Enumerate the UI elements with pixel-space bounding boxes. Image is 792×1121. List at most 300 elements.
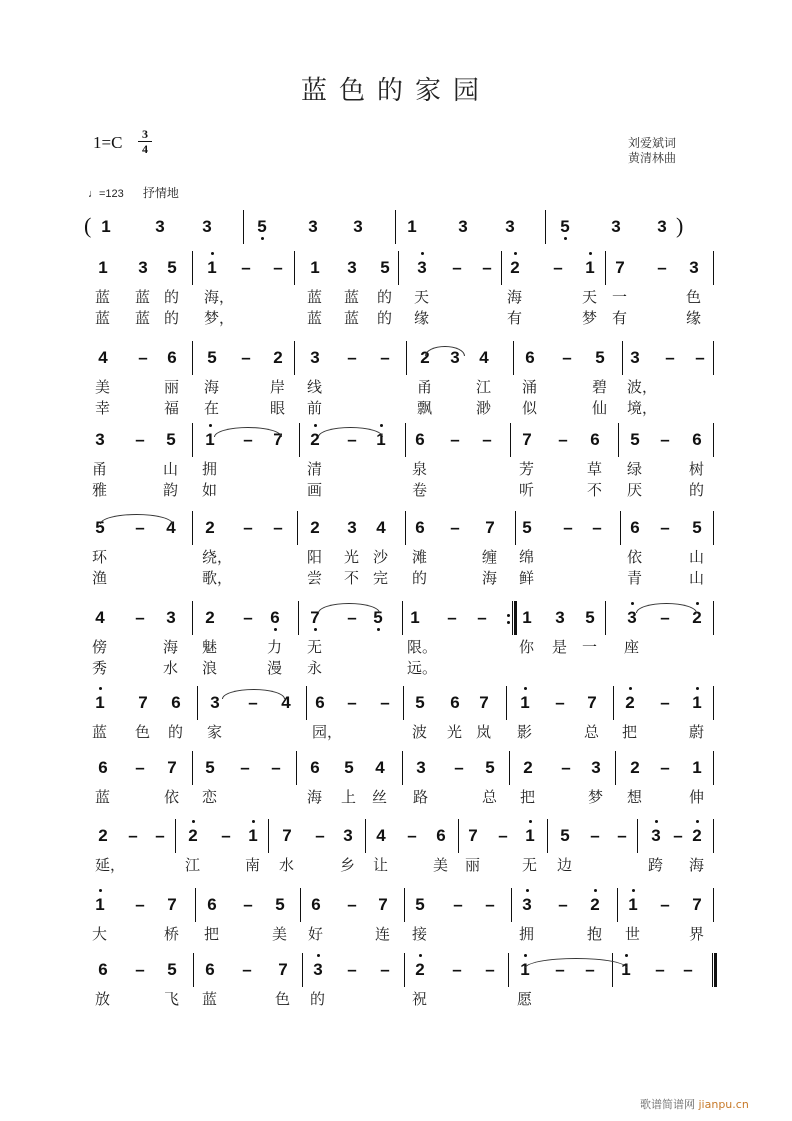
bar-line — [713, 251, 714, 285]
lyric-syllable: 秀 — [92, 659, 108, 677]
note: 1 — [625, 895, 641, 915]
octave-dot-high-icon — [419, 954, 422, 957]
lyric-syllable: 座 — [624, 638, 640, 656]
lyric-syllable: 飘 — [417, 399, 433, 417]
bar-line — [404, 888, 405, 922]
note: 3 — [202, 217, 212, 236]
bar-line — [405, 423, 406, 457]
lyric-syllable: 完 — [373, 569, 389, 587]
note: 3 — [210, 693, 220, 712]
bar-line — [406, 341, 407, 375]
note: 4 — [376, 826, 386, 845]
note: – — [243, 608, 253, 627]
lyric-syllable: 恋 — [202, 788, 218, 806]
lyric-syllable: 远。 — [407, 659, 438, 677]
note: 6 — [98, 758, 108, 777]
bar-line — [620, 511, 621, 545]
note: – — [453, 895, 463, 914]
lyric-syllable: 总 — [482, 788, 498, 806]
octave-dot-high-icon — [629, 687, 632, 690]
note: 5 — [485, 758, 495, 777]
bar-line — [192, 751, 193, 785]
lyric-syllable: 一 — [612, 288, 628, 306]
note: 2 — [412, 960, 428, 980]
note: 3 — [505, 217, 515, 236]
note: 6 — [205, 960, 215, 979]
lyric-syllable: 边 — [557, 856, 573, 874]
lyric-syllable: 把 — [520, 788, 536, 806]
note: – — [347, 960, 357, 979]
lyric-syllable: 上 — [341, 788, 357, 806]
note: – — [347, 430, 357, 449]
lyric-syllable: 碧 — [592, 378, 608, 396]
lyric-syllable: 的 — [377, 309, 393, 327]
note: – — [482, 258, 492, 277]
note: – — [660, 430, 670, 449]
lyric-syllable: 韵 — [163, 481, 179, 499]
lyric-syllable: 蓝 — [202, 990, 218, 1008]
note: 2 — [507, 258, 523, 278]
note: 1 — [692, 758, 702, 777]
note: 3 — [353, 217, 363, 236]
lyric-syllable: 愿 — [517, 990, 533, 1008]
lyric-syllable: 丽 — [164, 378, 180, 396]
lyric-syllable: 岚 — [476, 723, 492, 741]
note: 1 — [245, 826, 261, 846]
lyric-syllable: 乡 — [340, 856, 356, 874]
lyric-syllable: 江 — [476, 378, 492, 396]
note: 3 — [519, 895, 535, 915]
lyric-syllable: 力 — [267, 638, 283, 656]
note: 2 — [523, 758, 533, 777]
note: 7 — [479, 693, 489, 712]
bar-line — [398, 251, 399, 285]
time-signature-bottom: 4 — [142, 142, 148, 156]
note: – — [138, 348, 148, 367]
lyric-syllable: 界 — [689, 925, 705, 943]
intro-paren-open: ( — [84, 213, 92, 238]
lyric-syllable: 想 — [627, 788, 643, 806]
lyric-syllable: 美 — [433, 856, 449, 874]
note: 3 — [591, 758, 601, 777]
lyric-syllable: 福 — [164, 399, 180, 417]
note: – — [241, 258, 251, 277]
note: 5 — [692, 518, 702, 537]
bar-line — [300, 888, 301, 922]
note: – — [450, 518, 460, 537]
lyric-syllable: 让 — [373, 856, 389, 874]
lyric-syllable: 渺 — [476, 399, 492, 417]
lyric-syllable: 雅 — [92, 481, 108, 499]
note: 7 — [468, 826, 478, 845]
lyric-syllable: 美 — [95, 378, 111, 396]
octave-dot-high-icon — [317, 954, 320, 957]
octave-dot-high-icon — [524, 954, 527, 957]
bar-line — [605, 601, 606, 635]
lyric-syllable: 蓝 — [307, 309, 323, 327]
octave-dot-high-icon — [594, 889, 597, 892]
lyric-syllable: 拥 — [202, 460, 218, 478]
bar-line — [175, 819, 176, 853]
lyric-syllable: 色 — [135, 723, 151, 741]
lyric-syllable: 蔚 — [689, 723, 705, 741]
bar-line — [615, 751, 616, 785]
lyric-syllable: 依 — [164, 788, 180, 806]
note: 3 — [416, 758, 426, 777]
note: – — [241, 348, 251, 367]
note: 7 — [167, 895, 177, 914]
bar-line — [617, 888, 618, 922]
lyric-syllable: 缘 — [686, 309, 702, 327]
note: 1 — [407, 217, 417, 236]
lyric-syllable: 梦， — [204, 309, 235, 327]
note: – — [380, 960, 390, 979]
note: – — [555, 960, 565, 979]
lyric-syllable: 有 — [507, 309, 523, 327]
lyric-syllable: 环 — [92, 548, 108, 566]
lyric-syllable: 沙 — [373, 548, 389, 566]
note: – — [347, 895, 357, 914]
lyric-syllable: 傍 — [92, 638, 108, 656]
lyric-syllable: 拥 — [519, 925, 535, 943]
note: 3 — [308, 217, 318, 236]
note: 6 — [98, 960, 108, 979]
note: – — [657, 258, 667, 277]
lyric-syllable: 桥 — [164, 925, 180, 943]
octave-dot-low-icon — [564, 237, 567, 240]
lyric-syllable: 山 — [163, 460, 179, 478]
note: – — [477, 608, 487, 627]
lyric-syllable: 的 — [164, 309, 180, 327]
lyric-syllable: 蓝 — [307, 288, 323, 306]
lyric-syllable: 的 — [377, 288, 393, 306]
lyric-syllable: 海 — [204, 378, 220, 396]
note: – — [243, 895, 253, 914]
octave-dot-low-icon — [261, 237, 264, 240]
octave-dot-high-icon — [526, 889, 529, 892]
note: – — [450, 430, 460, 449]
note: 5 — [585, 608, 595, 627]
bar-line — [403, 686, 404, 720]
lyric-syllable: 水 — [279, 856, 295, 874]
bar-line — [637, 819, 638, 853]
lyric-syllable: 天 — [414, 288, 430, 306]
lyric-syllable: 画 — [307, 481, 323, 499]
bar-line — [192, 601, 193, 635]
lyric-syllable: 前 — [307, 399, 323, 417]
note: – — [135, 608, 145, 627]
lyric-syllable: 蓝 — [92, 723, 108, 741]
lyric-syllable: 山 — [689, 569, 705, 587]
octave-dot-high-icon — [696, 820, 699, 823]
bar-line — [243, 210, 244, 244]
note: 3 — [450, 348, 460, 367]
lyric-syllable: 海， — [204, 288, 235, 306]
lyric-syllable: 海 — [307, 788, 323, 806]
lyric-syllable: 限。 — [407, 638, 438, 656]
lyric-syllable: 一 — [582, 638, 598, 656]
lyric-syllable: 你 — [519, 638, 535, 656]
bar-line — [501, 251, 502, 285]
note: 5 — [254, 217, 270, 237]
lyric-syllable: 浪 — [202, 659, 218, 677]
bar-line — [294, 251, 295, 285]
note: 1 — [310, 258, 320, 277]
note: 3 — [310, 348, 320, 367]
octave-dot-high-icon — [99, 889, 102, 892]
octave-dot-high-icon — [252, 820, 255, 823]
lyric-syllable: 影 — [517, 723, 533, 741]
note: – — [243, 518, 253, 537]
lyric-syllable: 园， — [312, 723, 343, 741]
lyric-syllable: 眼 — [270, 399, 286, 417]
note: – — [485, 960, 495, 979]
octave-dot-low-icon — [377, 628, 380, 631]
note: 6 — [171, 693, 181, 712]
slur-tie — [636, 603, 697, 613]
lyric-syllable: 光 — [344, 548, 360, 566]
lyric-syllable: 无 — [522, 856, 538, 874]
octave-dot-high-icon — [209, 424, 212, 427]
note: – — [273, 258, 283, 277]
note: – — [665, 348, 675, 367]
lyric-syllable: 延， — [95, 856, 126, 874]
note: 1 — [618, 960, 634, 980]
note: – — [452, 258, 462, 277]
bar-line — [299, 423, 300, 457]
lyric-syllable: 把 — [622, 723, 638, 741]
bar-line — [515, 511, 516, 545]
note: 3 — [95, 430, 105, 449]
note: – — [660, 518, 670, 537]
note: – — [315, 826, 325, 845]
bar-line — [508, 953, 509, 987]
octave-dot-high-icon — [632, 889, 635, 892]
note: 3 — [347, 518, 357, 537]
note: – — [555, 693, 565, 712]
note: 4 — [95, 608, 105, 627]
note: – — [592, 518, 602, 537]
note: 6 — [692, 430, 702, 449]
lyric-syllable: 的 — [310, 990, 326, 1008]
lyric-syllable: 把 — [204, 925, 220, 943]
bar-line — [192, 341, 193, 375]
final-barline — [712, 953, 717, 987]
note: 3 — [166, 608, 176, 627]
note: 5 — [167, 960, 177, 979]
note: 1 — [101, 217, 111, 236]
song-title: 蓝色的家园 — [300, 76, 491, 106]
note: – — [380, 693, 390, 712]
note: – — [617, 826, 627, 845]
note: – — [660, 895, 670, 914]
note: – — [454, 758, 464, 777]
bar-line — [511, 888, 512, 922]
note: 3 — [343, 826, 353, 845]
note: – — [155, 826, 165, 845]
note: 2 — [420, 348, 430, 367]
lyric-syllable: 幸 — [95, 399, 111, 417]
lyric-syllable: 蓝 — [95, 288, 111, 306]
lyric-syllable: 是 — [552, 638, 568, 656]
note: 6 — [315, 693, 325, 712]
bar-line — [713, 511, 714, 545]
note: 6 — [590, 430, 600, 449]
note: – — [128, 826, 138, 845]
bar-line — [713, 686, 714, 720]
bar-line — [268, 819, 269, 853]
bar-line — [192, 511, 193, 545]
note: 5 — [344, 758, 354, 777]
octave-dot-high-icon — [421, 252, 424, 255]
bar-line — [297, 511, 298, 545]
note: 7 — [615, 258, 625, 277]
lyric-syllable: 色 — [686, 288, 702, 306]
lyric-syllable: 的 — [412, 569, 428, 587]
lyric-syllable: 渔 — [92, 569, 108, 587]
octave-dot-high-icon — [380, 424, 383, 427]
bar-line — [395, 210, 396, 244]
lyric-syllable: 的 — [689, 481, 705, 499]
lyric-syllable: 海 — [482, 569, 498, 587]
note: – — [347, 608, 357, 627]
note: 1 — [92, 895, 108, 915]
note: 5 — [167, 258, 177, 277]
lyric-syllable: 如 — [202, 481, 218, 499]
note: 1 — [204, 258, 220, 278]
lyric-syllable: 蓝 — [344, 288, 360, 306]
lyric-syllable: 祝 — [412, 990, 428, 1008]
lyric-syllable: 绿 — [627, 460, 643, 478]
bar-line — [713, 423, 714, 457]
note: – — [558, 895, 568, 914]
slur-tie — [222, 689, 285, 699]
bar-line — [713, 819, 714, 853]
credits — [628, 136, 676, 166]
note: 1 — [98, 258, 108, 277]
note: 6 — [415, 430, 425, 449]
note: 2 — [689, 608, 705, 628]
octave-dot-high-icon — [192, 820, 195, 823]
bar-line — [302, 953, 303, 987]
lyric-syllable: 有 — [612, 309, 628, 327]
note: – — [407, 826, 417, 845]
lyric-syllable: 梦 — [582, 309, 598, 327]
lyric-syllable: 似 — [522, 399, 538, 417]
note: 3 — [611, 217, 621, 236]
lyric-syllable: 岸 — [270, 378, 286, 396]
note: – — [695, 348, 705, 367]
note: 5 — [415, 693, 425, 712]
note: 6 — [310, 758, 320, 777]
lyric-syllable: 境， — [627, 399, 658, 417]
lyric-syllable: 清 — [307, 460, 323, 478]
note: 6 — [167, 348, 177, 367]
bar-line — [192, 251, 193, 285]
lyric-syllable: 蓝 — [95, 309, 111, 327]
note: – — [271, 758, 281, 777]
note: 1 — [522, 608, 532, 627]
key-signature: 1=C — [93, 133, 123, 152]
lyric-syllable: 不 — [587, 481, 603, 499]
note: 6 — [630, 518, 640, 537]
bar-line — [509, 751, 510, 785]
note: 3 — [155, 217, 165, 236]
note: 5 — [557, 217, 573, 237]
lyric-syllable: 南 — [245, 856, 261, 874]
note: – — [660, 758, 670, 777]
note: 1 — [517, 960, 533, 980]
note: – — [660, 608, 670, 627]
bar-line — [197, 686, 198, 720]
bar-line — [547, 819, 548, 853]
note: 5 — [415, 895, 425, 914]
note: 2 — [587, 895, 603, 915]
lyric-syllable: 家 — [207, 723, 223, 741]
note: – — [558, 430, 568, 449]
expression-mark: 抒情地 — [142, 186, 179, 200]
bar-line — [306, 686, 307, 720]
note: – — [347, 348, 357, 367]
note: – — [660, 693, 670, 712]
lyric-syllable: 蓝 — [135, 288, 151, 306]
lyric-syllable: 光 — [447, 723, 463, 741]
note: 2 — [273, 348, 283, 367]
lyric-syllable: 绵 — [519, 548, 535, 566]
bar-line — [613, 686, 614, 720]
lyric-syllable: 蓝 — [95, 788, 111, 806]
note: 5 — [370, 608, 386, 628]
lyric-syllable: 世 — [625, 925, 641, 943]
bar-line — [458, 819, 459, 853]
note: 3 — [310, 960, 326, 980]
tempo-marking — [88, 184, 179, 201]
slur-tie — [318, 427, 383, 437]
lyric-syllable: 涌 — [522, 378, 538, 396]
note: 2 — [622, 693, 638, 713]
lyric-syllable: 梦 — [588, 788, 604, 806]
note: 3 — [555, 608, 565, 627]
bar-line — [510, 423, 511, 457]
note: 4 — [376, 518, 386, 537]
note: 5 — [95, 518, 105, 537]
note: 7 — [138, 693, 148, 712]
note: 5 — [560, 826, 570, 845]
lyric-syllable: 放 — [95, 990, 111, 1008]
lyric-syllable: 波 — [412, 723, 428, 741]
lyric-syllable: 江 — [185, 856, 201, 874]
lyric-syllable: 草 — [587, 460, 603, 478]
lyric-syllable: 好 — [308, 925, 324, 943]
note: 1 — [689, 693, 705, 713]
bar-line — [605, 251, 606, 285]
time-signature-top: 3 — [142, 127, 148, 141]
lyric-syllable: 蓝 — [344, 309, 360, 327]
octave-dot-low-icon — [274, 628, 277, 631]
bar-line — [294, 341, 295, 375]
octave-dot-high-icon — [655, 820, 658, 823]
note: – — [673, 826, 683, 845]
note: – — [562, 348, 572, 367]
note: – — [221, 826, 231, 845]
octave-dot-high-icon — [211, 252, 214, 255]
slur-tie — [318, 603, 380, 613]
note: – — [485, 895, 495, 914]
lyric-syllable: 海 — [689, 856, 705, 874]
note: 2 — [205, 518, 215, 537]
note: 5 — [522, 518, 532, 537]
note: 7 — [692, 895, 702, 914]
